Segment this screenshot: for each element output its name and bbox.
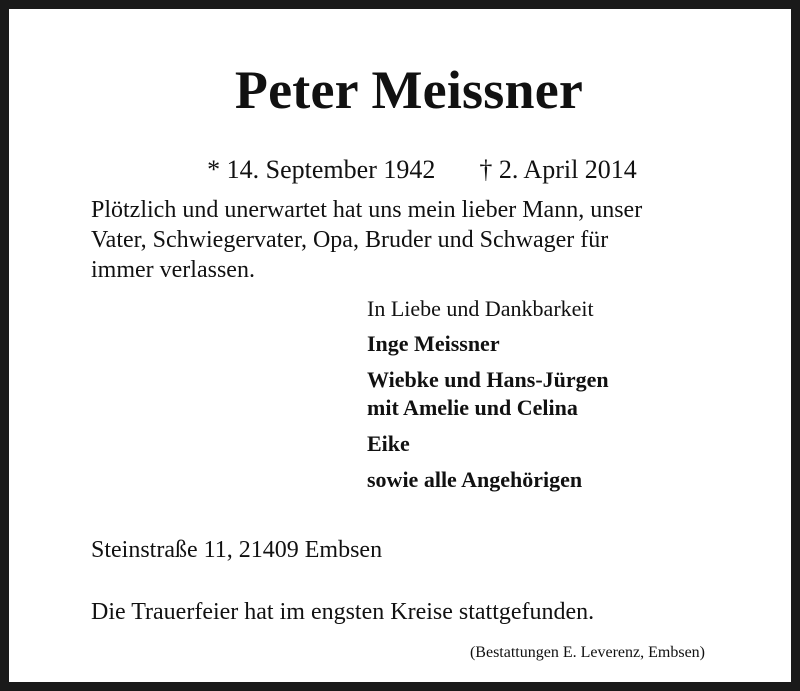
mourner-group: [367, 330, 787, 358]
mourners-list: [367, 330, 787, 494]
mourner-group: [367, 430, 787, 458]
mourner-name: Wiebke und Hans-Jürgen: [367, 367, 609, 392]
mourner-name: Eike: [367, 431, 410, 456]
family-address: Steinstraße 11, 21409 Embsen: [91, 537, 383, 563]
notice-message: [91, 195, 771, 285]
message-line: immer verlassen.: [91, 257, 255, 283]
mourner-name: mit Amelie und Celina: [367, 395, 578, 420]
message-line: Vater, Schwiegervater, Opa, Bruder und Schwager für: [91, 227, 609, 253]
deceased-name: Peter Meissner: [234, 60, 584, 120]
undertaker-credit: (Bestattungen E. Leverenz, Embsen): [469, 644, 705, 661]
mourner-name: sowie alle Angehörigen: [367, 467, 583, 492]
mourner-name: Inge Meissner: [367, 331, 500, 356]
signoff-block: [367, 294, 787, 502]
birth-date: * 14. September 1942: [207, 155, 436, 184]
death-date: † 2. April 2014: [479, 155, 637, 184]
mourner-group: [367, 466, 787, 494]
ceremony-note: Die Trauerfeier hat im engsten Kreise stattgefunden.: [91, 599, 595, 625]
message-line: Plötzlich und unerwartet hat uns mein lieber Mann, unser: [91, 197, 643, 223]
regards-line: In Liebe und Dankbarkeit: [367, 296, 594, 321]
mourner-group: [367, 366, 787, 422]
